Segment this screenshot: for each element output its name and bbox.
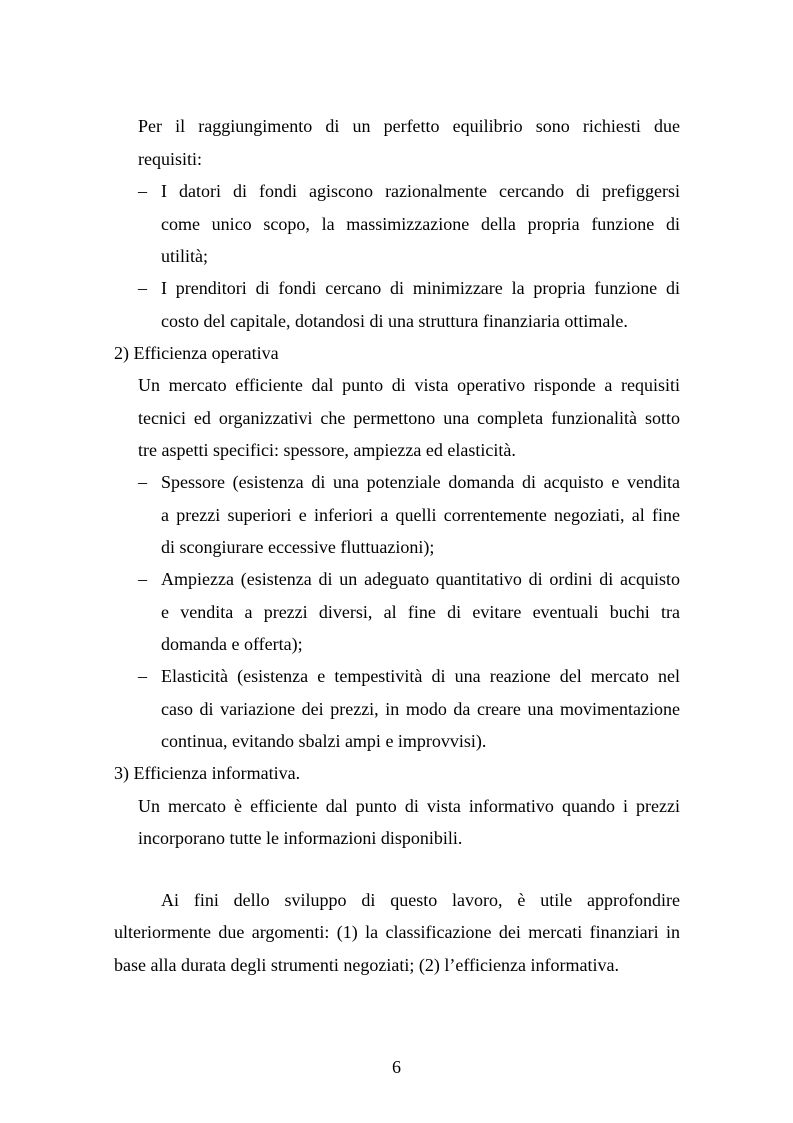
text-line: Un mercato efficiente dal punto di vista operativo risponde a requisiti: [138, 375, 680, 395]
text-line: costo del capitale, dotandosi di una struttura finanziaria ottimale.: [161, 311, 628, 331]
dash-bullet: –: [138, 569, 147, 589]
page-number: 6: [392, 1057, 401, 1077]
text-line: e vendita a prezzi diversi, al fine di evitare eventuali buchi tra: [161, 602, 680, 622]
text-line: tecnici ed organizzativi che permettono una completa funzionalità sotto: [138, 408, 680, 428]
text-line: I datori di fondi agiscono razionalmente cercando di prefiggersi: [161, 181, 680, 201]
text-line: I prenditori di fondi cercano di minimizzare la propria funzione di: [161, 278, 680, 298]
text-line: Un mercato è efficiente dal punto di vista informativo quando i prezzi: [138, 796, 680, 816]
text-line: a prezzi superiori e inferiori a quelli correntemente negoziati, al fine: [161, 505, 680, 525]
text-line: continua, evitando sbalzi ampi e improvvisi).: [161, 731, 487, 751]
text-line: Spessore (esistenza di una potenziale domanda di acquisto e vendita: [161, 472, 680, 492]
text-line: Elasticità (esistenza e tempestività di una reazione del mercato nel: [161, 666, 680, 686]
text-line: ulteriormente due argomenti: (1) la classificazione dei mercati finanziari in: [114, 922, 680, 942]
dash-bullet: –: [138, 472, 147, 492]
dash-bullet: –: [138, 181, 147, 201]
text-line: come unico scopo, la massimizzazione della propria funzione di: [161, 214, 680, 234]
text-line: domanda e offerta);: [161, 634, 303, 654]
section-heading: 3) Efficienza informativa.: [114, 763, 301, 783]
text-line: Ai fini dello sviluppo di questo lavoro, è utile approfondire: [161, 890, 680, 910]
text-line: tre aspetti specifici: spessore, ampiezza ed elasticità.: [138, 440, 516, 460]
text-line: Ampiezza (esistenza di un adeguato quantitativo di ordini di acquisto: [161, 569, 680, 589]
text-line: requisiti:: [138, 149, 202, 169]
text-line: di scongiurare eccessive fluttuazioni);: [161, 537, 435, 557]
text-line: caso di variazione dei prezzi, in modo da creare una movimentazione: [161, 699, 680, 719]
section-heading: 2) Efficienza operativa: [114, 343, 279, 363]
text-line: base alla durata degli strumenti negoziati; (2) l’efficienza informativa.: [114, 955, 619, 975]
text-line: Per il raggiungimento di un perfetto equilibrio sono richiesti due: [138, 116, 680, 136]
text-line: incorporano tutte le informazioni disponibili.: [138, 828, 463, 848]
dash-bullet: –: [138, 278, 147, 298]
dash-bullet: –: [138, 666, 147, 686]
text-line: utilità;: [161, 246, 208, 266]
